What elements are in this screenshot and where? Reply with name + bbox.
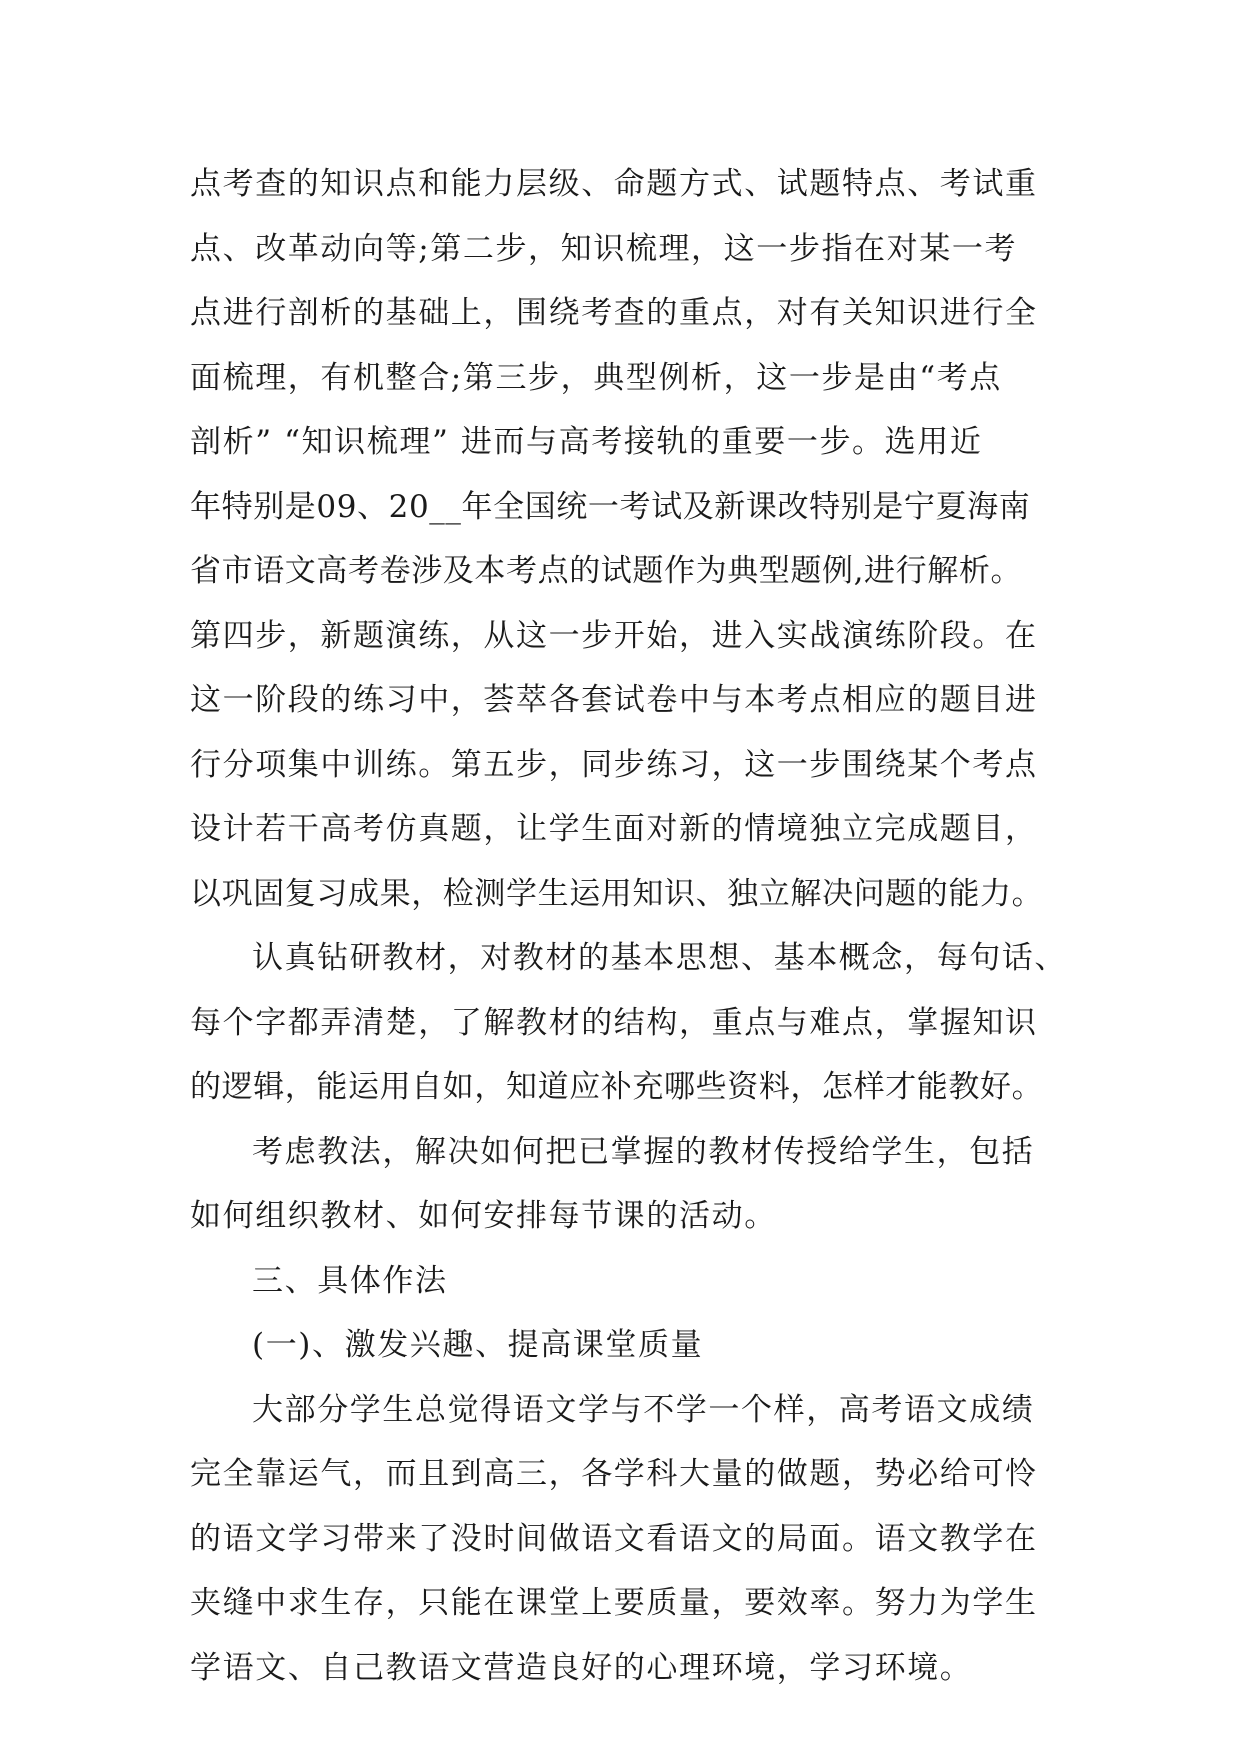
paragraph-start-line: 认真钻研教材，对教材的基本思想、基本概念，每句话、 xyxy=(252,940,1067,976)
text-line: 点、改革动向等;第二步，知识梳理，这一步指在对某一考 xyxy=(190,230,1018,267)
paragraph-start-line: 考虑教法，解决如何把已掌握的教材传授给学生，包括 xyxy=(252,1133,1035,1170)
text-line: 设计若干高考仿真题，让学生面对新的情境独立完成题目， xyxy=(190,811,1038,847)
text-line: 第四步，新题演练，从这一步开始，进入实战演练阶段。在 xyxy=(190,617,1038,654)
text-line: 点进行剖析的基础上，围绕考查的重点，对有关知识进行全 xyxy=(190,295,1038,331)
text-line: 夹缝中求生存，只能在课堂上要质量，要效率。努力为学生 xyxy=(190,1585,1038,1621)
text-line: 的逻辑，能运用自如，知道应补充哪些资料，怎样才能教好。 xyxy=(190,1069,1044,1105)
paragraph-start-line: 大部分学生总觉得语文学与不学一个样，高考语文成绩 xyxy=(252,1391,1035,1428)
text-line: 面梳理，有机整合;第三步，典型例析，这一步是由“考点 xyxy=(190,359,1002,396)
text-line: 完全靠运气，而且到高三，各学科大量的做题，势必给可怜 xyxy=(190,1456,1038,1492)
text-line: 省市语文高考卷涉及本考点的试题作为典型题例,进行解析。 xyxy=(190,553,1023,589)
text-line: 点考查的知识点和能力层级、命题方式、试题特点、考试重 xyxy=(190,166,1038,202)
section-heading: 三、具体作法 xyxy=(252,1262,448,1299)
text-line: 以巩固复习成果，检测学生运用知识、独立解决问题的能力。 xyxy=(190,875,1044,912)
text-line: 学语文、自己教语文营造良好的心理环境，学习环境。 xyxy=(190,1649,973,1686)
text-line: 每个字都弄清楚，了解教材的结构，重点与难点，掌握知识 xyxy=(190,1004,1038,1041)
text-line: 年特别是09、20__年全国统一考试及新课改特别是宁夏海南 xyxy=(190,488,1031,525)
text-line: 行分项集中训练。第五步，同步练习，这一步围绕某个考点 xyxy=(190,746,1038,783)
text-line: 这一阶段的练习中，荟萃各套试卷中与本考点相应的题目进 xyxy=(190,682,1038,718)
text-line: 剖析” “知识梳理” 进而与高考接轨的重要一步。选用近 xyxy=(190,424,983,460)
body-text xyxy=(190,152,1067,1700)
text-line: 如何组织教材、如何安排每节课的活动。 xyxy=(190,1198,777,1234)
text-line: 的语文学习带来了没时间做语文看语文的局面。语文教学在 xyxy=(190,1520,1038,1557)
subsection-heading: (一)、激发兴趣、提高课堂质量 xyxy=(252,1327,704,1363)
